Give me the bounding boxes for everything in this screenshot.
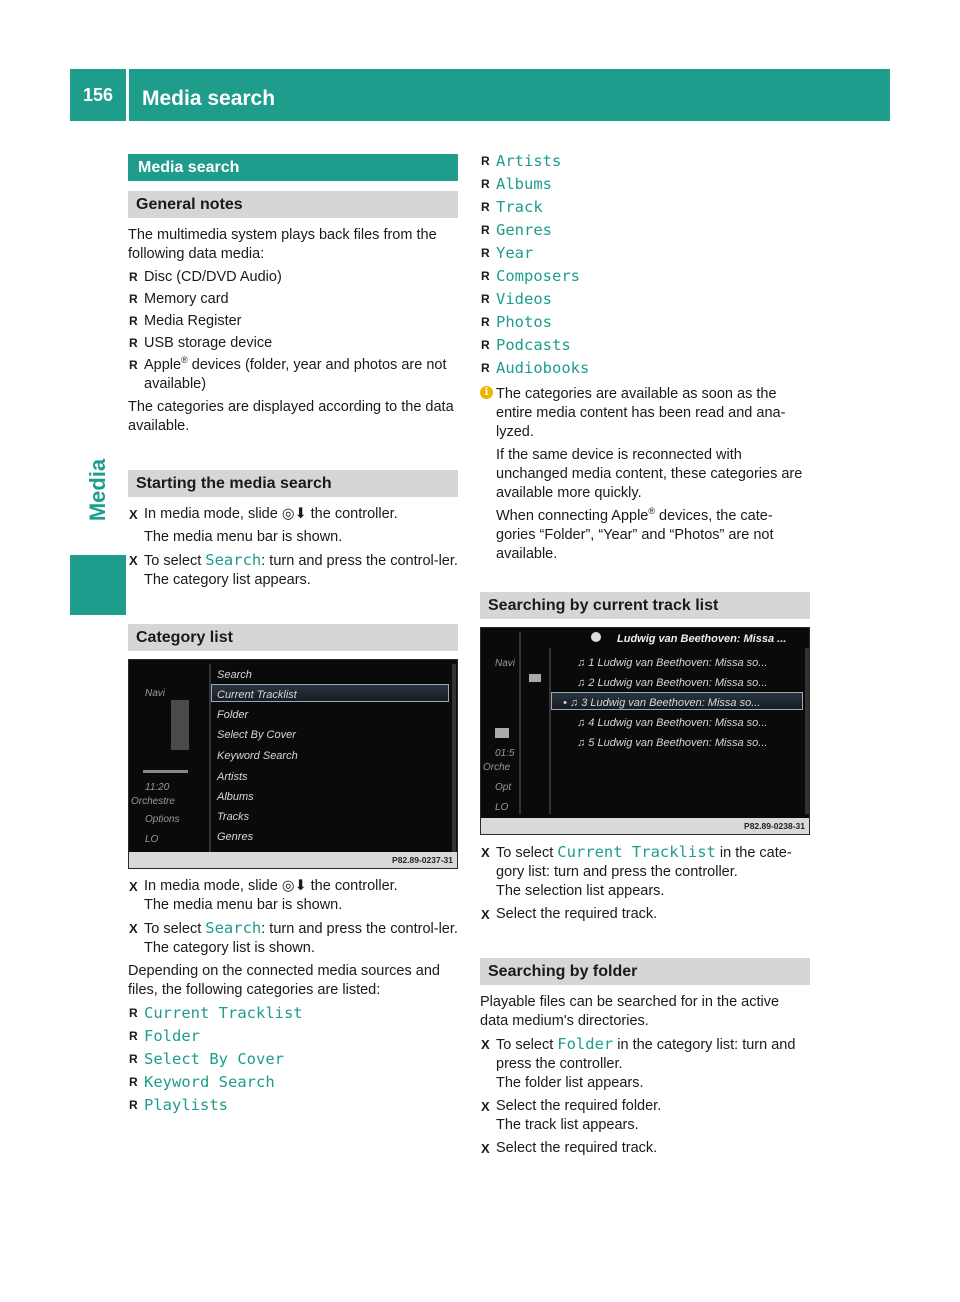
tracklist-heading: Searching by current track list xyxy=(480,592,810,619)
search-menu-code: Search xyxy=(205,919,262,937)
starting-heading: Starting the media search xyxy=(128,470,458,497)
info-note: i The categories are available as soon as the entire media content has been read and ana-lyzed. If the same device is reconnected with unchanged media content, these categories are available more quickly. When connecting Apple® devices, the cate-gories “Folder”, “Year” and “Photos” are not available. xyxy=(480,385,810,564)
instruction-step: X To select Search: turn and press the control-ler. The category list appears. xyxy=(129,551,458,588)
list-item: R Albums xyxy=(480,175,810,195)
list-item: R Disc (CD/DVD Audio) xyxy=(128,268,458,287)
instruction-step: X Select the required track. xyxy=(481,906,658,922)
media-list xyxy=(128,268,458,394)
arrow-icon: X xyxy=(129,507,138,522)
arrow-icon: X xyxy=(129,879,138,894)
list-item: R Apple® devices (folder, year and photos are not available) xyxy=(128,356,458,394)
list-item: R Composers xyxy=(480,267,810,287)
list-item: R Audiobooks xyxy=(480,359,810,379)
page-number: 156 xyxy=(82,85,114,105)
tracklist-screenshot: Ludwig van Beethoven: Missa ... Navi 01:5 Orche Opt LO ♫ 1 Ludwig van Beethoven: Missa so... ♫ 2 Ludwig van Beethoven: Missa so... • ♫ 3 Ludwig van Beethoven: Missa so... ♫ 4 Ludwig van Beethoven: Missa so... ♫ 5 Ludwig van Beethoven: Missa so... P82.89-0238-31 xyxy=(480,627,810,835)
list-item: R Genres xyxy=(480,221,810,241)
list-item: R Memory card xyxy=(128,290,458,309)
side-chapter-label: Media xyxy=(85,458,110,522)
folder-heading: Searching by folder xyxy=(480,958,810,985)
list-item: R Photos xyxy=(480,313,810,333)
categories-intro: Depending on the connected media sources and files, the following categories are listed: xyxy=(128,963,440,998)
arrow-icon: X xyxy=(129,921,138,936)
arrow-icon: X xyxy=(129,553,138,568)
list-item: R Artists xyxy=(480,152,810,172)
category-list-screenshot: Navi 11:20 Orchestre Options LO Search Current Tracklist Folder Select By Cover Keyword Search Artists Albums Tracks Genres P82.89-0237-31 xyxy=(128,659,458,869)
header-divider xyxy=(126,69,129,121)
category-list-heading: Category list xyxy=(128,624,458,651)
general-notes-intro: The multimedia system plays back files from the following data media: xyxy=(128,227,437,262)
list-item: R Podcasts xyxy=(480,336,810,356)
general-notes-outro: The categories are displayed according to the data available. xyxy=(128,399,454,434)
page-title: Media search xyxy=(142,87,276,110)
right-column xyxy=(480,150,810,1162)
section-title: Media search xyxy=(128,154,458,181)
list-item: R Keyword Search xyxy=(128,1073,458,1093)
folder-code: Folder xyxy=(557,1035,614,1053)
instruction-step: X To select Search: turn and press the control-ler. The category list is shown. xyxy=(129,919,458,956)
general-notes-heading: General notes xyxy=(128,191,458,218)
current-tracklist-code: Current Tracklist xyxy=(557,843,716,861)
list-item: R Select By Cover xyxy=(128,1050,458,1070)
category-list-left xyxy=(128,1004,458,1116)
search-menu-code: Search xyxy=(205,551,262,569)
list-item: R Track xyxy=(480,198,810,218)
screenshot-caption: P82.89-0237-31 xyxy=(129,852,457,868)
list-item: R Current Tracklist xyxy=(128,1004,458,1024)
screenshot-caption: P82.89-0238-31 xyxy=(481,818,809,834)
arrow-icon: X xyxy=(481,907,490,922)
instruction-step: X To select Folder in the category list: turn and press the controller. The folder list appears. xyxy=(481,1035,796,1091)
list-item: R Videos xyxy=(480,290,810,310)
arrow-icon: X xyxy=(481,1141,490,1156)
instruction-step: X Select the required track. xyxy=(481,1140,658,1156)
instruction-step: X To select Current Tracklist in the cate-gory list: turn and press the controller. The selection list appears. xyxy=(481,843,792,899)
instruction-step: X Select the required folder. The track list appears. xyxy=(481,1098,662,1133)
side-chapter-marker xyxy=(70,555,126,615)
arrow-icon: X xyxy=(481,1037,490,1052)
arrow-icon: X xyxy=(481,1099,490,1114)
category-list-right xyxy=(480,152,810,379)
list-item: R Playlists xyxy=(128,1096,458,1116)
arrow-icon: X xyxy=(481,845,490,860)
left-column xyxy=(128,154,458,1120)
instruction-step: X In media mode, slide ◎⬇ the controller. The media menu bar is shown. xyxy=(129,506,398,545)
info-icon: i xyxy=(480,386,493,399)
list-item: R Year xyxy=(480,244,810,264)
list-item: R Media Register xyxy=(128,312,458,331)
list-item: R Folder xyxy=(128,1027,458,1047)
list-item: R USB storage device xyxy=(128,334,458,353)
folder-intro: Playable files can be searched for in the active data medium's directories. xyxy=(480,994,780,1029)
instruction-step: X In media mode, slide ◎⬇ the controller. The media menu bar is shown. xyxy=(129,878,398,913)
